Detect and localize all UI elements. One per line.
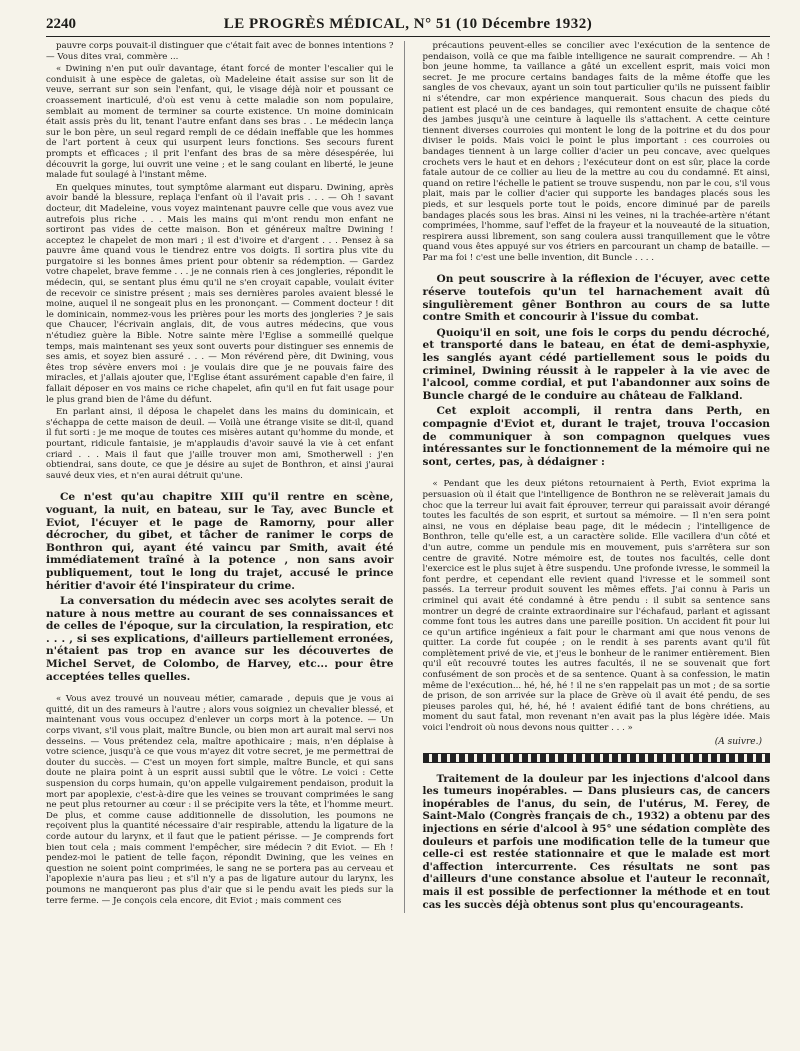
paragraph: Ce n'est qu'au chapitre XIII qu'il rentre en scène, voguant, la nuit, en bateau, sur le Tay, avec Buncle et Eviot, l'écuyer et le page de Ramorny, pour aller décrocher, du gibet, et tâcher de ranimer le corps de Bonthron qui, ayant été vaincu par Smith, avait été immédiatement traîné à la potence , non sans avoir publiquement, tout le long du trajet, accusé le prince héritier d'avoir été l'inspirateur du crime.	[46, 491, 394, 592]
section-divider	[423, 753, 771, 763]
paragraph: Quoiqu'il en soit, une fois le corps du pendu décroché, et transporté dans le bateau, en état de demi-asphyxie, les sanglés ayant cédé partiellement sous le poids du criminel, Dwining réussit à le rappeler à la vie avec de l'alcool, comme cordial, et put l'abandonner aux soins de Buncle chargé de le conduire au château de Falkland.	[422, 326, 770, 402]
paragraph: La conversation du médecin avec ses acolytes serait de nature à nous mettre au courant de ses connaissances et de celles de l'époque, sur la circulation, la respiration, etc . . . , si ses explications, d'ailleurs partiellement erronées, n'étaient pas trop en avance sur les découvertes de Michel Servet, de Colombo, de Harvey, etc... pour être acceptées telles quelles.	[46, 595, 394, 683]
paragraph: précautions peuvent-elles se concilier avec l'exécution de la sentence de pendaison, voilà ce que ma faible intelligence ne saurait comprendre. — Ah ! bon jeune homme, ta vaillance a gâté un excellent esprit, mais voici mon secret. Je me procure certains bandages faits de la même étoffe que les sangles de vos chevaux, ayant un soin tout particulier qu'ils ne puissent faiblir ni s'étendre, car mon expérience manquerait. Sous chacun des pieds du patient est placé un de ces bandages, qui remontent ensuite de chaque côté des jambes jusqu'à une ceinture à laquelle ils s'attachent. A cette ceinture tiennent diverses courroies qui montent le long de la poitrine et du dos pour diviser le poids. Mais voici le point le plus important : ces courroies ou bandages tiennent à un large collier d'acier un peu concave, avec quelques crochets vers le haut et en dehors ; l'exécuteur dont on est sûr, place la corde fatale autour de ce collier au lieu de la mettre au cou du condamné. Et ainsi, quand on retire l'échelle le patient se trouve suspendu, non par le cou, s'il vous plait, mais par le collier d'acier qui supporte les bandages placés sous les pieds, et sur lesquels porte tout le poids, encore diminué par de pareils bandages placés sous les bras. Ainsi ni les veines, ni la trachée-artère n'étant comprimées, l'homme, sauf l'effet de la frayeur et la nouveauté de la situation, respirera aussi librement, son sang coulera aussi tranquillement que le vôtre quand vous êtes appuyé sur vos étriers en parcourant un champ de bataille. — Par ma foi ! c'est une belle invention, dit Buncle . . . .	[422, 41, 770, 263]
short-article: Traitement de la douleur par les injections d'alcool dans les tumeurs inopérables. — Dans plusieurs cas, de cancers inopérables de l'anus, du sein, de l'utérus, M. Ferey, de Saint-Malo (Congrès français de ch., 1932) a obtenu par des injections en série d'alcool à 95° une sédation complète des douleurs et parfois une modification telle de la tumeur que celle-ci est restée stationnaire et que le malade est mort d'affection intercurrente. Ces résultats ne sont pas d'ailleurs d'une constance absolue et l'auteur le reconnaît, mais il est possible de perfectionner la méthode et en tout cas les succès déjà obtenus sont plus qu'encourageants.	[422, 772, 770, 911]
paragraph: On peut souscrire à la réflexion de l'écuyer, avec cette réserve toutefois qu'un tel harnachement avait dû singulièrement gêner Bonthron au cours de sa lutte contre Smith et concourir à l'issue du combat.	[422, 273, 770, 324]
paragraph: « Vous avez trouvé un nouveau métier, camarade , depuis que je vous ai quitté, dit un des rameurs à l'autre ; alors vous soigniez un chevalier blessé, et maintenant vous vous occupez d'enlever un corps mort à la potence. — Un corps vivant, s'il vous plait, maître Buncle, ou bien mon art aurait mal servi nos desseins. — Vous prétendez cela, maître apothicaire ; mais, n'en déplaise à votre science, jusqu'à ce que vous m'ayez dit votre secret, je me permettrai de douter du succès. — C'est un moyen fort simple, maître Buncle, et qui sans doute ne plaira point à un esprit aussi subtil que le vôtre. Le voici : Cette suspension du corps humain, qu'on appelle vulgairement pendaison, produit la mort par apoplexie, c'est-à-dire que les veines se trouvant comprimées le sang ne peut plus retourner au cœur : il se précipite vers la tête, et l'homme meurt. De plus, et comme cause additionnelle de dissolution, les poumons ne reçoivent plus la quantité nécessaire d'air respirable, attendu la ligature de la corde autour du larynx, et il faut que le patient périsse. — Je comprends fort bien tout cela ; mais comment l'empêcher, sire médecin ? dit Eviot. — Eh ! pendez-moi le patient de telle façon, répondit Dwining, que les veines en question ne soient point comprimées, le sang ne se portera pas au cerveau et l'apoplexie n'aura pas lieu ; et s'il n'y a pas de ligature autour du larynx, les poumons ne manqueront pas plus d'air que si le pendu avait les pieds sur la terre ferme. — Je conçois cela encore, dit Eviot ; mais comment ces	[46, 694, 394, 906]
paragraph: « Pendant que les deux piétons retournaient à Perth, Eviot exprima la persuasion où il était que l'intelligence de Bonthron ne se relèverait jamais du choc que la terreur lui avait fait éprouver, terreur qui paraissait avoir dérangé toutes les facultés de son esprit, et surtout sa mémoire. — Il n'en sera point ainsi, ne vous en déplaise beau page, dit le médecin ; l'intelligence de Bonthron, telle qu'elle est, a un caractère solide. Elle vacillera d'un côté et d'un autre, comme un pendule mis en mouvement, puis s'arrêtera sur son centre de gravité. Notre mémoire est, de toutes nos facultés, celle dont l'exercice est le plus sujet à être suspendu. Une profonde ivresse, le sommeil la font perdre, et cependant elle revient quand l'ivresse et le sommeil sont passés. La terreur produit souvent les mêmes effets. J'ai connu à Paris un criminel qui avait été condamné à être pendu : il subit sa sentence sans montrer un degré de crainte extraordinaire sur l'échafaud, parlant et agissant comme font tous les autres dans une pareille position. Un accident fit pour lui ce qu'un artifice ingénieux a fait pour le charmant ami que nous venons de quitter. La corde fut coupée ; on le rendit à ses parents avant qu'il fût complètement privé de vie, et j'eus le bonheur de le ranimer entièrement. Bien qu'il eût recouvré toutes les autres facultés, il ne se souvenait que fort confusément de son procès et de sa sentence. Quant à sa confession, le matin même de l'exécution... hé, hé, hé ! il ne s'en rappelait pas un mot ; de sa sortie de prison, de son arrivée sur la place de Grève où il avait été pendu, de ses pieuses paroles qui, hé, hé, hé ! avaient édifié tant de bons chrétiens, au moment du saut fatal, mon revenant n'en avait pas la plus légère idée. Mais voici l'endroit où nous devons nous quitter . . . »	[422, 479, 770, 734]
paragraph: « Dwining n'en put ouïr davantage, étant forcé de monter l'escalier qui le conduisit à une espèce de galetas, où Madeleine était assise sur son lit de veuve, serrant sur son sein l'enfant, qui, le visage déjà noir et poussant ce croassement inarticulé, d'où est venu à cette maladie son nom populaire, semblait au moment de terminer sa courte existence. Un moine dominicain était assis près du lit, tenant l'autre enfant dans ses bras . . Le médecin lança sur le bon père, un seul regard rempli de ce dédain ineffable que les hommes de l'art portent à ceux qui usurpent leurs fonctions. Ses secours furent prompts et efficaces ; il prit l'enfant des bras de sa mère désespérée, lui découvrit la gorge, lui ouvrit une veine ; et le sang coulant en liberté, le jeune malade fut soulagé à l'instant même.	[46, 64, 394, 181]
page-number: 2240	[46, 16, 76, 32]
left-column	[46, 41, 405, 913]
journal-title: LE PROGRÈS MÉDICAL, N° 51 (10 Décembre 1932)	[223, 16, 593, 32]
paragraph: En parlant ainsi, il déposa le chapelet dans les mains du dominicain, et s'échappa de cette maison de deuil. — Voilà une étrange visite se dit-il, quand il fut sorti : je me moque de toutes ces misères autant qu'homme du monde, et pourtant, ridicule fantaisie, je m'applaudis d'avoir sauvé la vie à cet enfant criard . . . Mais il faut que j'aille trouver mon ami, Smotherwell : j'en obtiendrai, sans doute, ce que je désire au sujet de Bonthron, et ainsi j'aurai sauvé deux vies, et n'en aurai détruit qu'une.	[46, 407, 394, 481]
paragraph: Cet exploit accompli, il rentra dans Perth, en compagnie d'Eviot et, durant le trajet, trouva l'occasion de communiquer à son compagnon quelques vues intéressantes sur le fonctionnement de la mémoire qui ne sont, certes, pas, à dédaigner :	[422, 405, 770, 468]
right-column	[423, 41, 771, 913]
page-header	[46, 16, 770, 37]
paragraph: En quelques minutes, tout symptôme alarmant eut disparu. Dwining, après avoir bandé la blessure, replaça l'enfant où il l'avait pris . . . — Oh ! savant docteur, dit Madeleine, vous voyez maintenant pauvre celle que vous avez vue autrefois plus riche . . . Mais les mains qui m'ont rendu mon enfant ne sortiront pas vides de cette maison. Bon et généreux maître Dwining ! acceptez le chapelet de mon mari ; il est d'ivoire et d'argent . . . Pensez à sa pauvre âme quand vous le tiendrez entre vos doigts. Il sortira plus vite du purgatoire si les bonnes âmes prient pour obtenir sa rédemption. — Gardez votre chapelet, brave femme . . . je ne connais rien à ces jongleries, répondit le médecin, qui, se sentant plus ému qu'il ne s'en croyait capable, voulait éviter de recevoir ce sinistre présent ; mais ses dernières paroles avaient blessé le moine, auquel il ne songeait plus en les prononçant. — Comment docteur ! dit le dominicain, nommez-vous les prières pour les morts des jongleries ? je sais que Chaucer, l'écrivain anglais, dit, de vous autres médecins, que vous n'étudiez guère la Bible. Notre sainte mère l'Eglise a sommeillé quelque temps, mais maintenant ses yeux sont ouverts pour distinguer ses ennemis de ses amis, et soyez bien assuré . . . — Mon révérend père, dit Dwining, vous êtes trop sévère envers moi : je voulais dire que je ne pouvais faire des miracles, et j'allais ajouter que, l'Eglise étant assurément capable d'en faire, il fallait déposer en vos mains ce riche chapelet, afin qu'il en fut fait usage pour le plus grand bien de l'âme du défunt.	[46, 182, 394, 405]
paragraph: pauvre corps pouvait-il distinguer que c'était fait avec de bonnes intentions ? — Vous dites vrai, commère ...	[46, 41, 394, 62]
to-be-continued: (A suivre.)	[714, 736, 762, 747]
